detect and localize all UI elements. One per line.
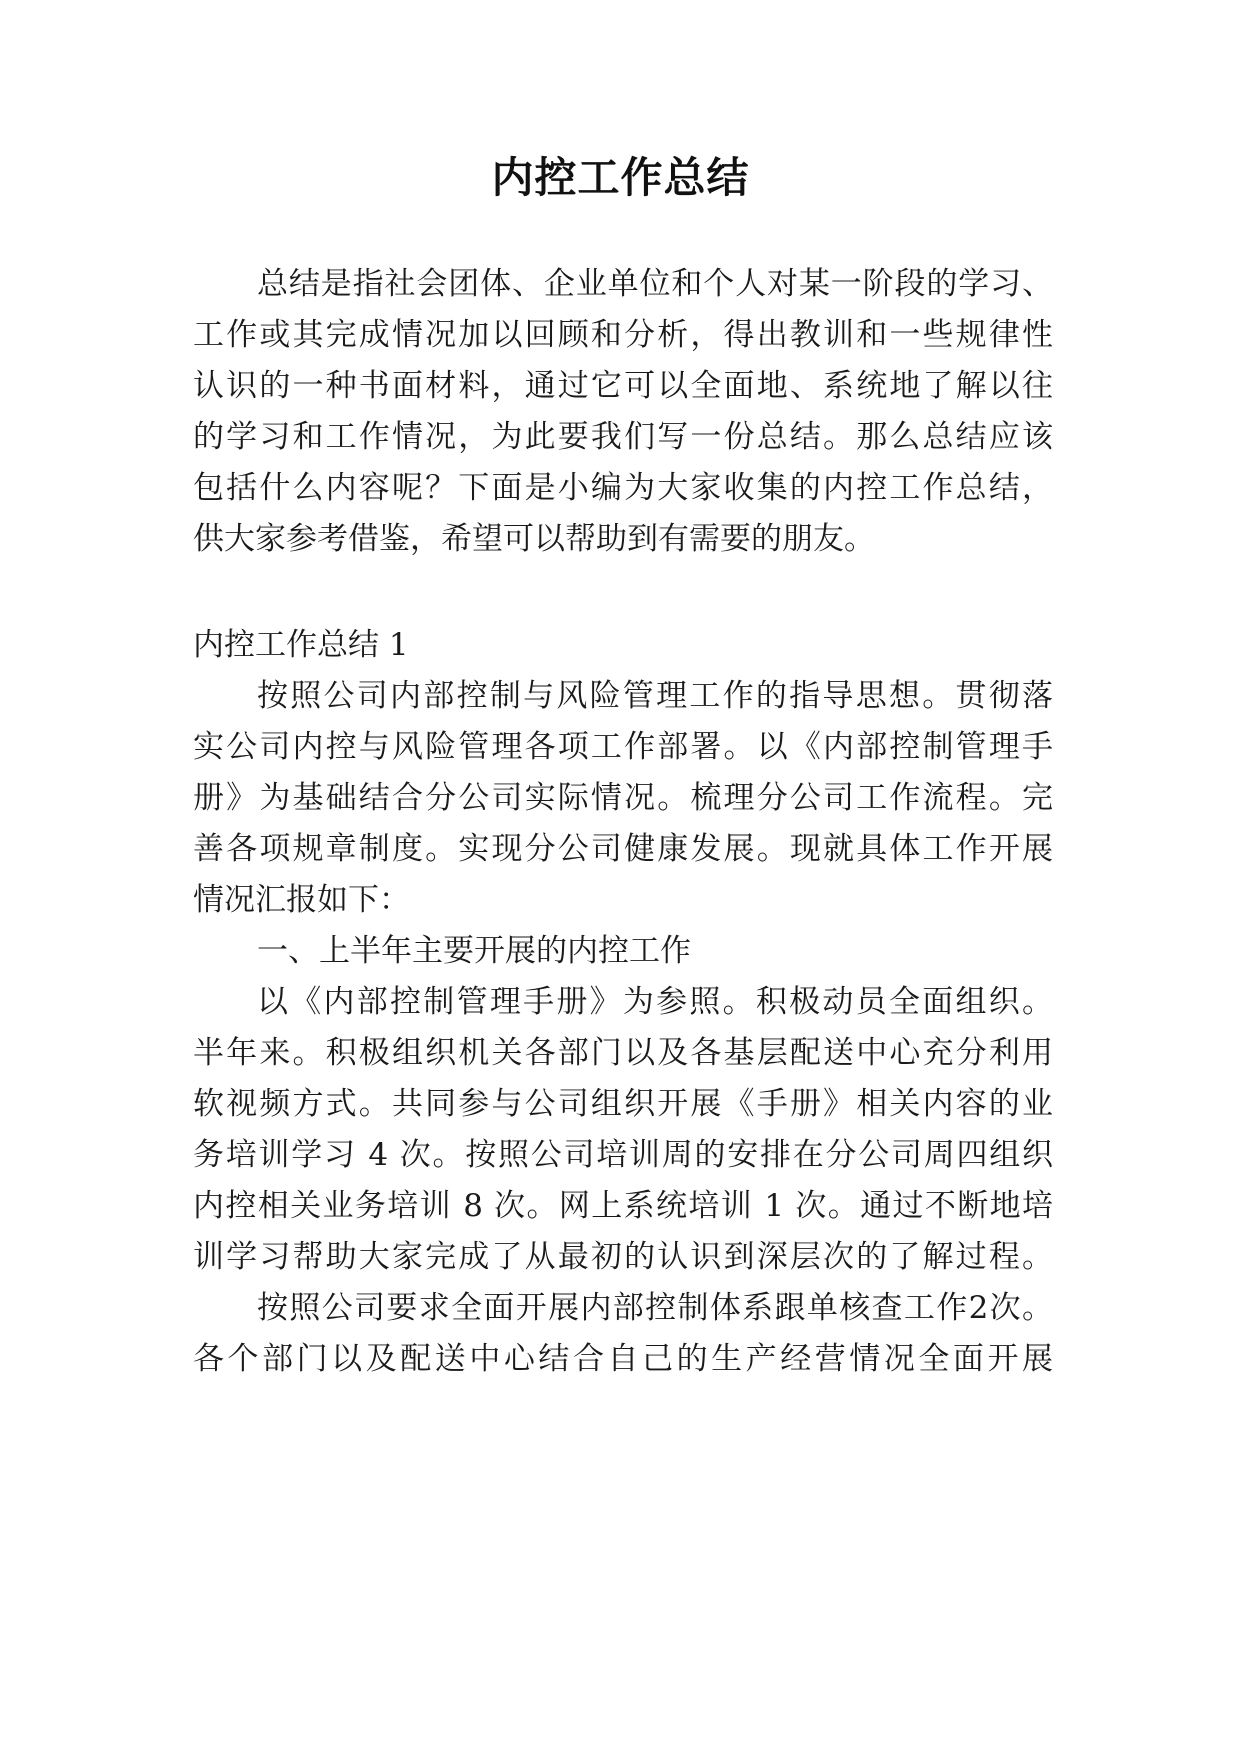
intro-line-5: 包括什么内容呢？下面是小编为大家收集的内控工作总结， xyxy=(193,470,1053,506)
para1-line-4: 善各项规章制度。实现分公司健康发展。现就具体工作开展 xyxy=(193,831,1053,867)
para1-line-5: 情况汇报如下： xyxy=(193,882,410,918)
para2-line-2: 半年来。积极组织机关各部门以及各基层配送中心充分利用 xyxy=(193,1035,1053,1071)
para2-line-3: 软视频方式。共同参与公司组织开展《手册》相关内容的业 xyxy=(193,1086,1053,1122)
para1-line-3: 册》为基础结合分公司实际情况。梳理分公司工作流程。完 xyxy=(193,780,1053,816)
para1-line-1: 按照公司内部控制与风险管理工作的指导思想。贯彻落 xyxy=(257,678,1053,714)
para2-line-4: 务培训学习 4 次。按照公司培训周的安排在分公司周四组织 xyxy=(193,1137,1053,1173)
para3-line-1: 按照公司要求全面开展内部控制体系跟单核查工作2次。 xyxy=(257,1290,1053,1326)
intro-line-6: 供大家参考借鉴，希望可以帮助到有需要的朋友。 xyxy=(193,521,875,557)
intro-line-4: 的学习和工作情况，为此要我们写一份总结。那么总结应该 xyxy=(193,419,1053,455)
intro-line-1: 总结是指社会团体、企业单位和个人对某一阶段的学习、 xyxy=(257,266,1053,302)
section-heading: 内控工作总结 1 xyxy=(193,627,409,663)
subheading: 一、上半年主要开展的内控工作 xyxy=(257,933,691,969)
para2-line-1: 以《内部控制管理手册》为参照。积极动员全面组织。 xyxy=(257,984,1053,1020)
intro-line-3: 认识的一种书面材料，通过它可以全面地、系统地了解以往 xyxy=(193,368,1053,404)
para2-line-5: 内控相关业务培训 8 次。网上系统培训 1 次。通过不断地培 xyxy=(193,1188,1053,1224)
para3-line-2: 各个部门以及配送中心结合自己的生产经营情况全面开展 xyxy=(193,1341,1053,1377)
para2-line-6: 训学习帮助大家完成了从最初的认识到深层次的了解过程。 xyxy=(193,1239,1053,1275)
para1-line-2: 实公司内控与风险管理各项工作部署。以《内部控制管理手 xyxy=(193,729,1053,765)
document-title: 内控工作总结 xyxy=(491,153,750,202)
intro-line-2: 工作或其完成情况加以回顾和分析，得出教训和一些规律性 xyxy=(193,317,1053,353)
